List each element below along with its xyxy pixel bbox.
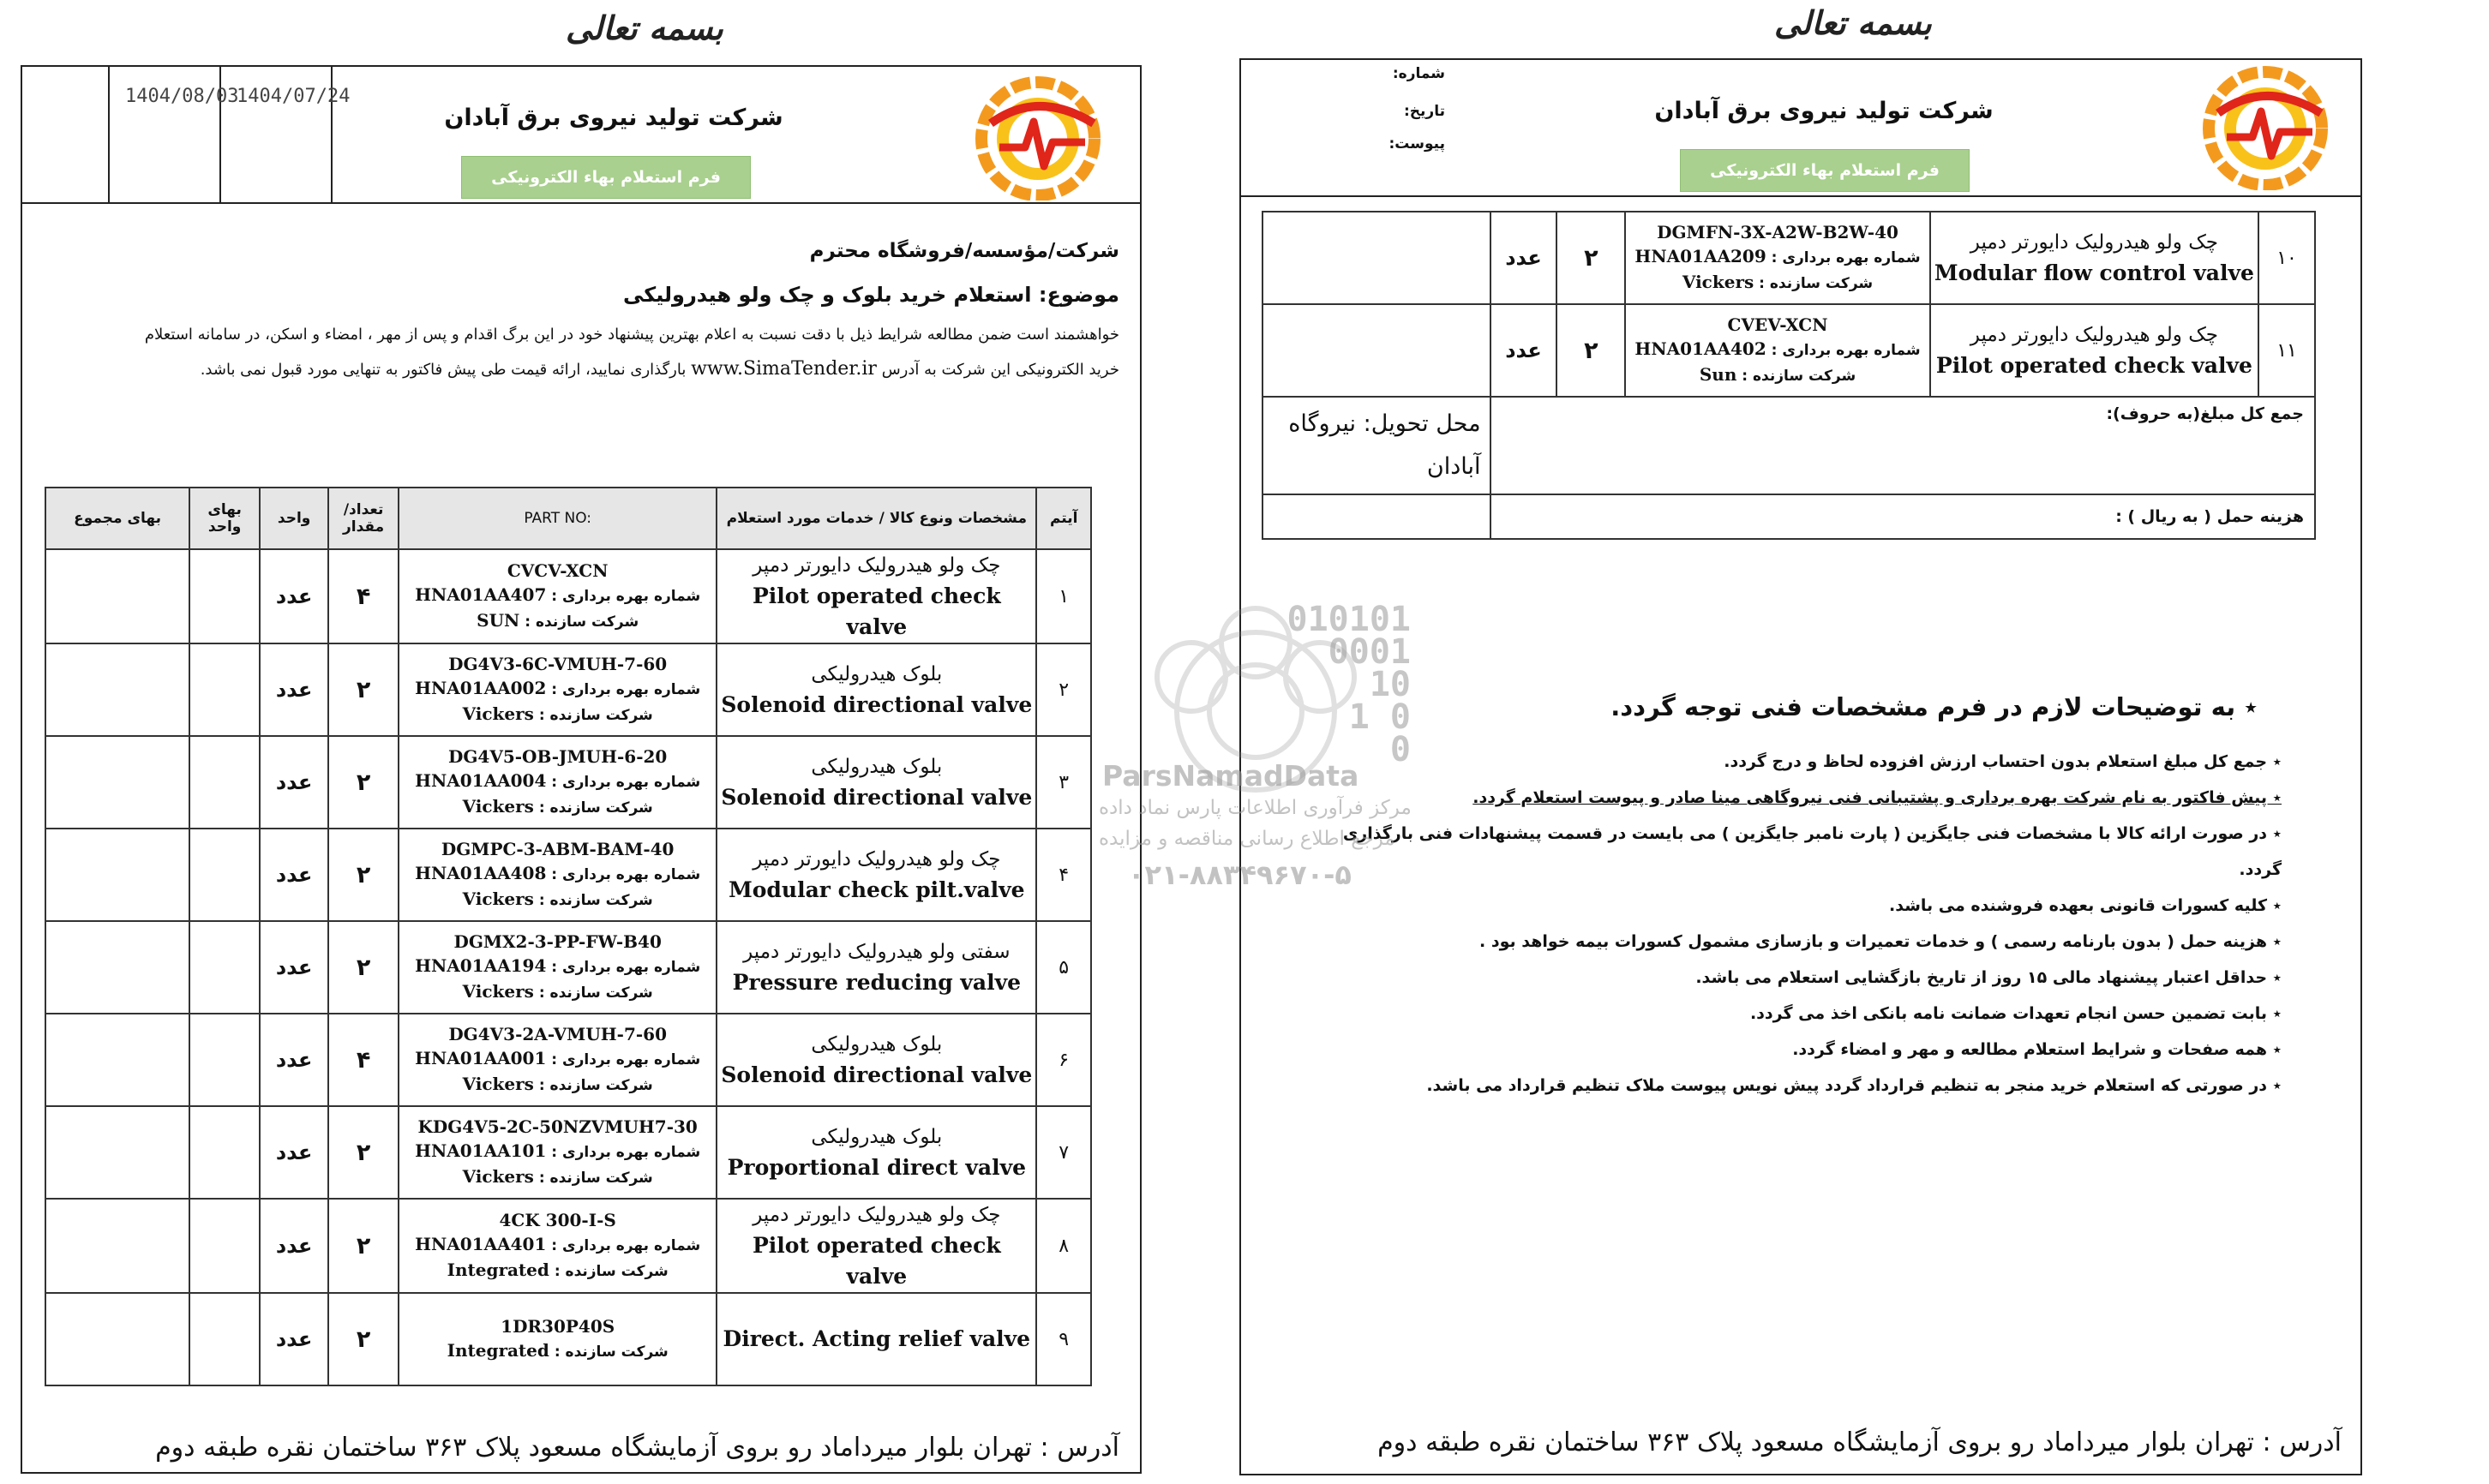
cell-no [2258,212,2315,304]
maker-value: Vickers [462,981,534,1002]
maker [403,794,712,820]
cell-desc [1930,212,2258,304]
maker-label: شرکت سازنده : [1742,368,1856,385]
item-desc-fa: چک ولو هیدرولیک دایورتر دمپر [1970,231,2219,254]
table-row [45,1014,1091,1106]
item-desc-fa: چک ولو هیدرولیک دایورتر دمپر [1970,324,2219,346]
maker-label: شرکت سازنده : [525,613,639,631]
maker-value: Vickers [1682,272,1754,292]
exploit-number [403,1139,712,1164]
maker-value: SUN [477,610,520,631]
header-unit-price: بهای واحد [189,488,260,549]
note-item: ٭ در صورت ارائه کالا با مشخصات فنی جایگزین ( پارت نامبر جایگزین ) می بایست در قسمت پیشنهادات فنی بارگذاری گردد. [1342,824,2282,879]
cell-part [399,921,717,1014]
cell-no [1036,1014,1091,1106]
cell-desc [717,829,1036,921]
item-desc-fa: چک ولو هیدرولیک دایورتر دمپر [753,848,1001,871]
item-unit: عدد [1505,246,1542,270]
cell-unit [260,1014,328,1106]
watermark-digit-line: 0 [1389,730,1411,769]
item-qty: ۲ [356,861,371,889]
cell-qty [328,1293,399,1385]
cell-no [1036,549,1091,643]
simatender-link[interactable]: www.SimaTender.ir [691,358,877,380]
exploit-value: HNA01AA402 [1634,338,1766,359]
table-row [45,1293,1091,1385]
cell-unit [260,643,328,736]
exploit-number [403,583,712,608]
notes-list [1339,744,2282,1104]
part-number: DGMFN-3X-A2W-B2W-40 [1657,222,1898,242]
item-desc-fa: بلوک هیدرولیکی [811,1033,943,1056]
maker-label: شرکت سازنده : [538,799,653,817]
item-desc-en: Pressure reducing valve [732,970,1022,995]
maker-label: شرکت سازنده : [538,1170,653,1187]
item-no: ۷ [1059,1141,1070,1164]
cell-unit-price[interactable] [189,1293,260,1385]
note-item: ٭ همه صفحات و شرایط استعلام مطالعه و مهر و امضاء گردد. [1792,1040,2282,1059]
item-desc-en: Solenoid directional valve [721,785,1033,810]
date-2: 1404/07/24 [237,86,351,107]
item-desc-en: Modular check pilt.valve [729,877,1025,902]
delivery-place: محل تحویل: نیروگاه آبادان [1288,410,1481,480]
exploit-value: HNA01AA401 [415,1234,547,1254]
cell-part [399,1293,717,1385]
bismillah-right: بسمه تعالی [1774,3,1932,42]
table-row [1262,212,2315,304]
item-unit: عدد [275,1234,313,1258]
item-no: ۹ [1059,1328,1070,1350]
cell-qty [328,643,399,736]
maker-value: Integrated [447,1340,549,1361]
exploit-label: شماره بهره برداری : [551,959,701,976]
note-item: ٭ حداقل اعتبار پیشنهاد مالی ۱۵ روز از تاریخ بازگشایی استعلام می باشد. [1695,968,2282,987]
item-qty: ۲ [356,954,371,981]
item-unit: عدد [275,678,313,702]
note-item: ٭ پیش فاکتور به نام شرکت بهره برداری و پشتیبانی فنی نیروگاهی مینا صادر و پیوست استعلام گردد. [1472,788,2282,807]
cell-total[interactable] [45,1106,189,1199]
cell-unit [260,1293,328,1385]
cell-unit [260,921,328,1014]
maker-value: Vickers [462,703,534,724]
item-unit: عدد [275,1327,313,1351]
shipping-label: هزینه حمل ( به ریال ) : [2115,507,2304,526]
cell-price-blank[interactable] [1262,304,1490,397]
item-no: ۶ [1059,1049,1070,1071]
cell-qty [328,1106,399,1199]
shipping-blank [1262,494,1490,539]
cell-qty [328,549,399,643]
cell-no [1036,736,1091,829]
item-desc-en: Solenoid directional valve [721,1062,1033,1087]
maker-value: Vickers [462,889,534,909]
cell-desc [717,549,1036,643]
cell-desc [717,643,1036,736]
bismillah-left: بسمه تعالی [566,9,723,47]
header-desc: مشخصات ونوع کالا / خدمات مورد استعلام [717,488,1036,549]
cell-total[interactable] [45,1199,189,1293]
item-qty: ۲ [356,1139,371,1166]
exploit-value: HNA01AA209 [1634,246,1766,266]
item-qty: ۲ [356,1232,371,1260]
table-row [45,921,1091,1014]
maker-label: شرکت سازنده : [538,707,653,724]
exploit-value: HNA01AA407 [415,584,547,605]
item-no: ۴ [1059,864,1070,886]
cell-part [399,1106,717,1199]
exploit-value: HNA01AA001 [415,1048,547,1068]
table-row [45,1106,1091,1199]
maker [403,1072,712,1098]
page-1 [21,65,1142,1474]
meta-date: تاریخ: [1404,103,1445,120]
part-number: KDG4V5-2C-50NZVMUH7-30 [417,1116,698,1137]
item-no: ۸ [1059,1235,1070,1257]
maker [1629,270,1925,296]
form-title-right: فرم استعلام بهاء الکترونیکی [1680,149,1970,192]
maker [403,608,712,634]
part-number: DG4V5-OB-JMUH-6-20 [447,746,668,767]
item-desc-fa: سفتی ولو هیدرولیک دایورتر دمپر [743,941,1011,963]
watermark-line-2: مرجع اطلاع رسانی مناقصه و مزایده [1099,828,1395,850]
item-desc-fa: چک ولو هیدرولیک دایورتر دمپر [753,554,1001,577]
cell-unit [260,1199,328,1293]
cell-total[interactable] [45,829,189,921]
maker-label: شرکت سازنده : [538,1077,653,1094]
maker [403,887,712,913]
date-box-border-left [108,67,110,202]
watermark-digits [1248,600,1411,769]
maker [403,1164,712,1190]
item-qty: ۴ [356,1046,371,1074]
item-no: ۳ [1059,771,1070,793]
cell-desc [717,1199,1036,1293]
note-item: ٭ بابت تضمین حسن انجام تعهدات ضمانت نامه بانکی اخذ می گردد. [1749,1004,2282,1023]
cell-no [1036,921,1091,1014]
item-no: ۲ [1059,679,1070,701]
table-row [45,1199,1091,1293]
watermark-digit-line: 0001 [1328,632,1411,672]
items-table [45,487,1092,1386]
exploit-label: شماره بهره برداری : [551,1051,701,1068]
notes-title: ٭ به توضیحات لازم در فرم مشخصات فنی توجه گردد. [1610,692,2258,721]
item-unit: عدد [275,955,313,979]
cell-part [399,549,717,643]
header-item: آیتم [1036,488,1091,549]
items-table-continued [1262,211,2316,540]
item-qty: ۲ [1584,244,1598,272]
cell-unit-price[interactable] [189,736,260,829]
cell-no [1036,1199,1091,1293]
item-qty: ۲ [356,1325,371,1353]
footer-address-right: آدرس : تهران بلوار میرداماد رو بروی آزمایشگاه مسعود پلاک ۳۶۳ ساختمان نقره طبقه دوم [1377,1427,2342,1457]
maker-label: شرکت سازنده : [554,1343,669,1361]
exploit-number [403,769,712,794]
exploit-label: شماره بهره برداری : [551,588,701,605]
watermark-brand: ParsNamadData [1102,759,1359,793]
cell-desc [717,921,1036,1014]
cell-unit-price[interactable] [189,921,260,1014]
cell-qty [328,829,399,921]
cell-unit [260,829,328,921]
exploit-value: HNA01AA101 [415,1140,547,1161]
company-name-right: شرکت تولید نیروی برق آبادان [1654,98,1994,124]
item-qty: ۲ [356,769,371,796]
cell-total[interactable] [45,1293,189,1385]
cell-no [1036,1106,1091,1199]
cell-part [399,829,717,921]
cell-unit-price[interactable] [189,829,260,921]
table-row [45,549,1091,643]
item-desc-en: Pilot operated check valve [1935,353,2252,378]
shipping-cell [1490,494,2315,539]
cell-qty [328,921,399,1014]
cell-part [399,1199,717,1293]
item-qty: ۲ [1584,337,1598,364]
cell-part [399,1014,717,1106]
cell-qty [1556,304,1625,397]
cell-desc [717,1293,1036,1385]
table-row [45,643,1091,736]
delivery-cell [1262,397,1490,494]
cell-unit-price[interactable] [189,1106,260,1199]
cell-desc [717,736,1036,829]
cell-qty [328,736,399,829]
watermark-digit-line: 10 [1369,665,1411,704]
maker-value: Vickers [462,1074,534,1094]
part-number: CVEV-XCN [1727,314,1828,335]
item-qty: ۲ [356,676,371,703]
item-unit: عدد [275,584,313,608]
cell-unit-price[interactable] [189,1199,260,1293]
cell-no [1036,829,1091,921]
item-unit: عدد [275,1140,313,1164]
subject-line: موضوع: استعلام خرید بلوک و چک ولو هیدرولیکی [623,283,1119,307]
maker-value: Integrated [447,1260,549,1280]
item-unit: عدد [1505,338,1542,362]
recipient-line: شرکت/مؤسسه/فروشگاه محترم [809,240,1119,262]
exploit-label: شماره بهره برداری : [551,1144,701,1161]
exploit-label: شماره بهره برداری : [551,1237,701,1254]
company-logo-left [965,72,1111,200]
item-desc-en: Pilot operated check valve [753,1233,1001,1289]
cell-total[interactable] [45,921,189,1014]
table-row [1262,304,2315,397]
cell-no [2258,304,2315,397]
maker [403,702,712,727]
exploit-label: شماره بهره برداری : [1771,249,1921,266]
date-1: 1404/08/03 [125,86,239,107]
footer-address-left: آدرس : تهران بلوار میرداماد رو بروی آزمایشگاه مسعود پلاک ۳۶۳ ساختمان نقره طبقه دوم [155,1433,1119,1463]
exploit-number [1629,337,1925,362]
item-desc-en: Modular flow control valve [1934,260,2254,285]
watermark-phone: ۰۲۱-۸۸۳۴۹۶۷۰-۵ [1128,859,1352,891]
body-line-2-a: خرید الکترونیکی این شرکت به آدرس [881,361,1119,379]
item-no: ۱ [1059,585,1070,607]
maker-label: شرکت سازنده : [538,984,653,1002]
watermark-digit-line: 1 0 [1348,697,1411,737]
item-unit: عدد [275,1048,313,1072]
header-part: PART NO: [399,488,717,549]
maker-value: Vickers [462,1166,534,1187]
cell-part [1625,304,1929,397]
item-desc-en: Proportional direct valve [727,1155,1027,1180]
maker [403,1338,712,1364]
exploit-label: شماره بهره برداری : [551,774,701,791]
part-number: 4CK 300-I-S [499,1210,616,1230]
item-desc-fa: بلوک هیدرولیکی [811,1126,943,1148]
header-divider-right [1241,195,2360,197]
item-desc-en: Solenoid directional valve [721,692,1033,717]
header-divider-left [22,202,1140,204]
table-row [45,829,1091,921]
cell-qty [328,1199,399,1293]
form-title-left: فرم استعلام بهاء الکترونیکی [461,156,751,199]
cell-total[interactable] [45,736,189,829]
cell-no [1036,643,1091,736]
exploit-value: HNA01AA002 [415,678,547,698]
cell-price-blank[interactable] [1262,212,1490,304]
body-line-2-b: بارگذاری نمایید، ارائه قیمت طی پیش فاکتور به تنهایی مورد قبول نمی باشد. [200,361,687,379]
maker-value: Vickers [462,796,534,817]
cell-part [399,736,717,829]
exploit-number [403,1046,712,1072]
item-desc-fa: بلوک هیدرولیکی [811,756,943,778]
company-name-left: شرکت تولید نیروی برق آبادان [444,105,783,131]
note-item: ٭ کلیه کسورات قانونی بعهده فروشنده می باشد. [1889,896,2282,915]
meta-number: شماره: [1392,65,1445,82]
item-desc-en: Direct. Acting relief valve [723,1326,1031,1351]
part-number: 1DR30P40S [501,1316,615,1337]
cell-unit [260,736,328,829]
cell-unit [260,1106,328,1199]
total-words-cell [1490,397,2315,494]
part-number: DGMPC-3-ABM-BAM-40 [441,839,675,859]
company-logo-right [2192,62,2338,190]
exploit-number [1629,244,1925,270]
cell-unit-price[interactable] [189,549,260,643]
note-item: ٭ جمع کل مبلغ استعلام بدون احتساب ارزش افزوده لحاظ و درج گردد. [1724,752,2282,771]
part-number: DG4V3-2A-VMUH-7-60 [448,1024,668,1044]
note-item: ٭ در صورتی که استعلام خرید منجر به تنظیم قرارداد گردد پیش نویس پیوست ملاک تنظیم قرارداد می باشد. [1426,1076,2282,1095]
cell-unit [1490,304,1557,397]
part-number: DGMX2-3-PP-FW-B40 [453,931,662,952]
cell-unit [260,549,328,643]
part-number: DG4V3-6C-VMUH-7-60 [448,654,668,674]
maker-label: شرکت سازنده : [538,892,653,909]
cell-part [399,643,717,736]
exploit-number [403,954,712,979]
exploit-value: HNA01AA004 [415,770,547,791]
exploit-label: شماره بهره برداری : [551,866,701,883]
body-line-1: خواهشمند است ضمن مطالعه شرایط ذیل با دقت نسبت به اعلام بهترین پیشنهاد خود در این برگ اقدام و پس از مهر ، امضاء و اسکن، در سامانه استعلام [144,326,1119,344]
cell-total[interactable] [45,1014,189,1106]
cell-desc [717,1106,1036,1199]
item-no: ۱۱ [2276,339,2297,362]
header-total: بهای مجموع [45,488,189,549]
cell-desc [1930,304,2258,397]
exploit-number [403,676,712,702]
meta-attachment: پیوست: [1388,135,1445,153]
exploit-number [403,861,712,887]
maker [1629,362,1925,388]
cell-no [1036,1293,1091,1385]
item-no: ۵ [1059,956,1070,978]
cell-qty [1556,212,1625,304]
maker [403,1258,712,1284]
header-unit: واحد [260,488,328,549]
note-item: ٭ هزینه حمل ( بدون بارنامه رسمی ) و خدمات تعمیرات و بازسازی مشمول کسورات بیمه خواهد بود . [1478,932,2282,951]
item-unit: عدد [275,863,313,887]
maker [403,979,712,1005]
exploit-value: HNA01AA194 [415,955,547,976]
maker-label: شرکت سازنده : [554,1263,669,1280]
exploit-value: HNA01AA408 [415,863,547,883]
item-unit: عدد [275,770,313,794]
cell-total[interactable] [45,643,189,736]
cell-desc [717,1014,1036,1106]
total-words-label: جمع کل مبلغ(به حروف): [2106,404,2304,423]
item-no: ۱۰ [2276,247,2297,269]
cell-total[interactable] [45,549,189,643]
watermark-digit-line: 010101 [1286,600,1411,639]
table-row [45,736,1091,829]
header-qty: تعداد/ مقدار [328,488,399,549]
exploit-label: شماره بهره برداری : [1771,342,1921,359]
item-desc-fa: بلوک هیدرولیکی [811,663,943,685]
item-desc-en: Pilot operated check valve [753,583,1001,639]
item-desc-fa: چک ولو هیدرولیک دایورتر دمپر [753,1204,1001,1226]
item-qty: ۴ [356,583,371,610]
maker-label: شرکت سازنده : [1759,275,1874,292]
maker-value: Sun [1699,364,1737,385]
exploit-number [403,1232,712,1258]
part-number: CVCV-XCN [507,560,609,581]
cell-qty [328,1014,399,1106]
cell-part [1625,212,1929,304]
watermark-line-1: مرکز فرآوری اطلاعات پارس نماد داده [1099,797,1412,819]
cell-unit-price[interactable] [189,1014,260,1106]
cell-unit [1490,212,1557,304]
body-line-2 [201,358,1119,380]
exploit-label: شماره بهره برداری : [551,681,701,698]
cell-unit-price[interactable] [189,643,260,736]
